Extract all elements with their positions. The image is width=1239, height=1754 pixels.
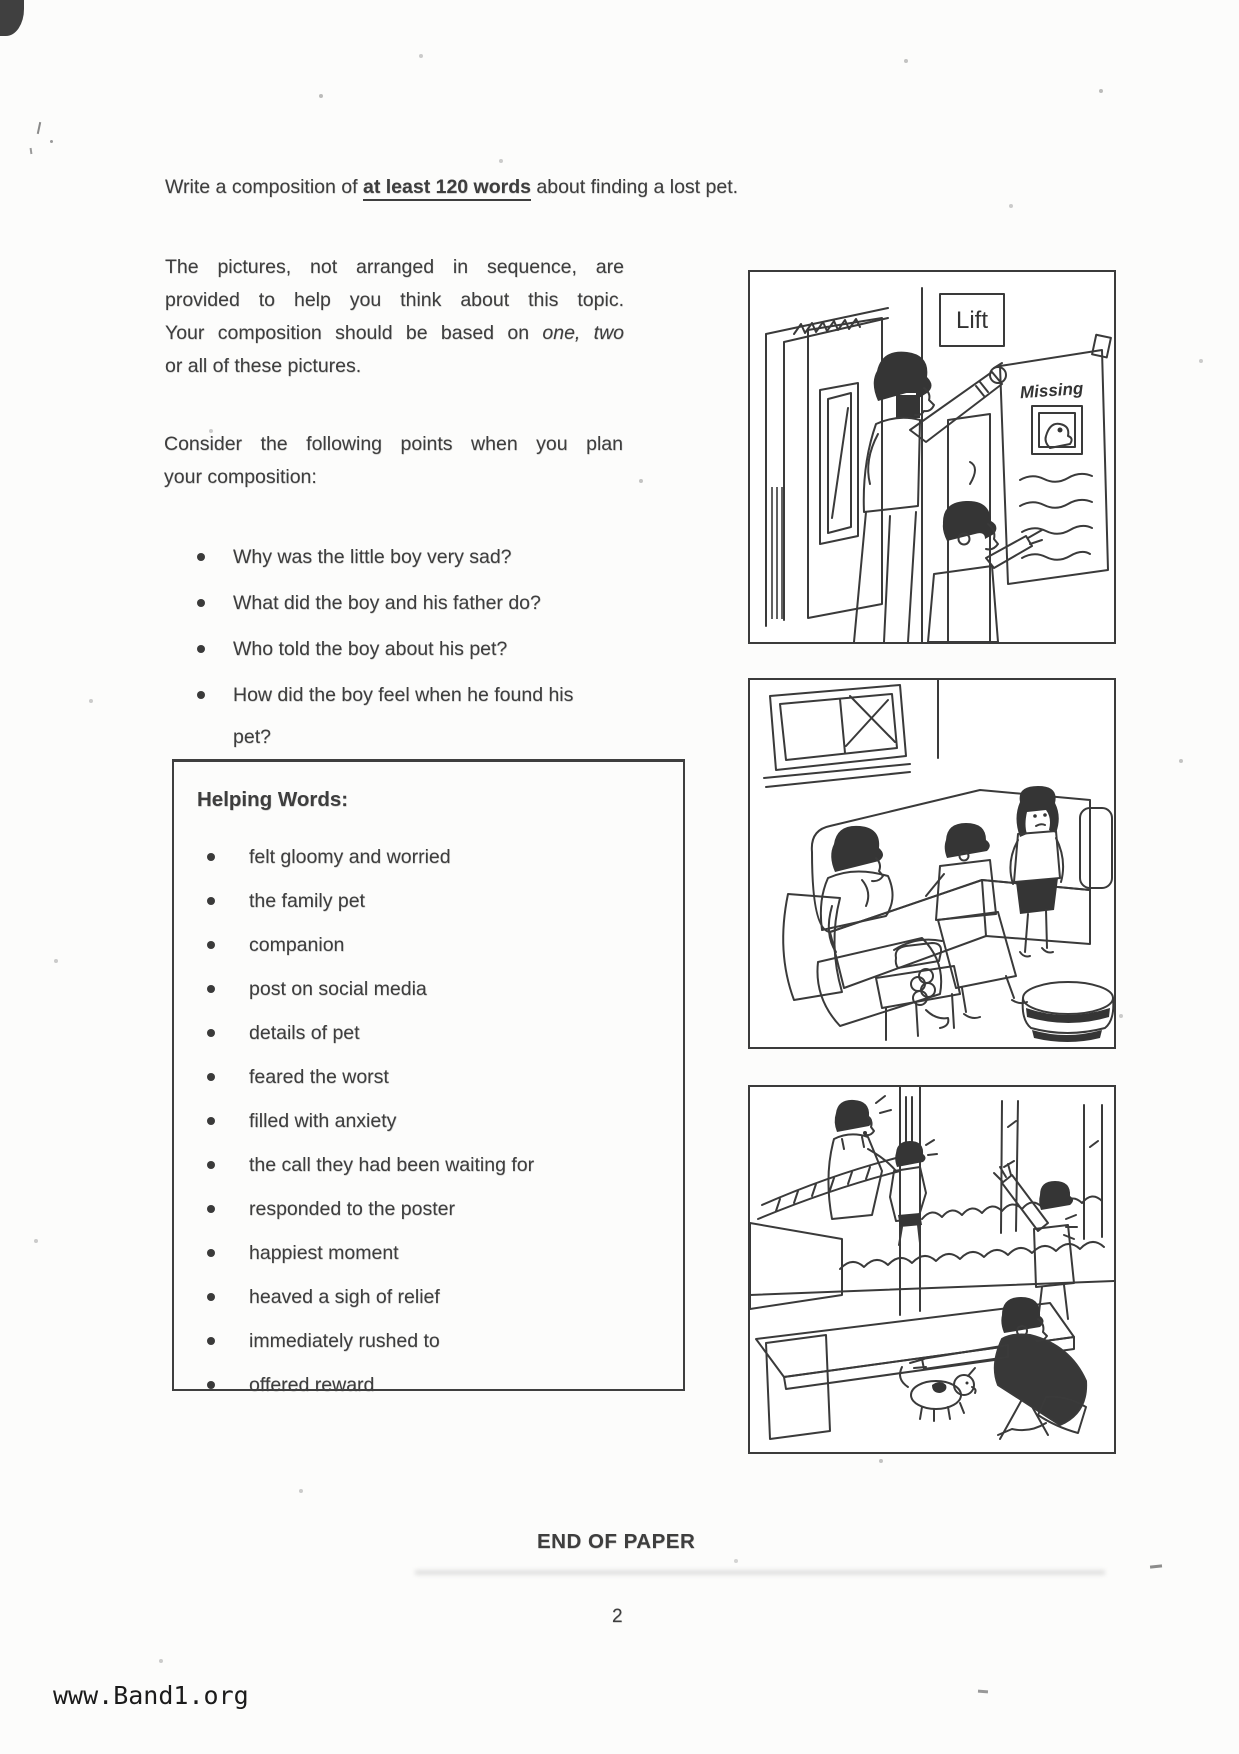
bullet-icon (197, 691, 205, 699)
lift-lobby-drawing (750, 272, 1114, 642)
site-watermark: www.Band1.org (53, 1681, 249, 1710)
helping-words-box (172, 759, 685, 1396)
helping-word-item: companion (207, 934, 683, 957)
bullet-icon (207, 985, 215, 993)
task-title (165, 176, 925, 199)
consider-line: Consider the following points when you plan (164, 433, 623, 455)
intro-line: Your composition should be based on one, two (165, 322, 624, 344)
found-dog-drawing (750, 1087, 1114, 1452)
intro-paragraph (165, 251, 624, 383)
consider-line: your composition: (164, 466, 317, 488)
question-item (197, 674, 667, 758)
intro-line: or all of these pictures. (165, 355, 362, 377)
bullet-icon (207, 1249, 215, 1257)
pen-mark (30, 148, 33, 154)
helping-words-heading: Helping Words: (197, 788, 349, 811)
helping-word-item: heaved a sigh of relief (207, 1286, 683, 1309)
bullet-icon (207, 1161, 215, 1169)
bullet-icon (207, 1337, 215, 1345)
scan-speckles (0, 0, 2, 2)
bullet-icon (207, 1117, 215, 1125)
pen-dash-mark (1150, 1564, 1162, 1568)
missing-poster-title: Missing (1019, 378, 1084, 403)
helping-word-item: immediately rushed to (207, 1330, 683, 1353)
task-title-underlined: at least 120 words (363, 176, 531, 201)
bullet-icon (207, 853, 215, 861)
end-of-paper-label: END OF PAPER (537, 1530, 696, 1553)
bullet-icon (207, 897, 215, 905)
helping-word-item: feared the worst (207, 1066, 683, 1089)
pen-mark (50, 140, 53, 143)
bullet-icon (197, 645, 205, 653)
question-item (197, 582, 667, 624)
helping-word-item: details of pet (207, 1022, 683, 1045)
bullet-icon (207, 1073, 215, 1081)
helping-word-item: filled with anxiety (207, 1110, 683, 1133)
task-title-prefix: Write a composition of (165, 176, 363, 198)
question-item (197, 628, 667, 670)
question-text: How did the boy feel when he found his pet? (233, 684, 574, 748)
bullet-icon (207, 941, 215, 949)
helping-word-item: post on social media (207, 978, 683, 1001)
illustration-panel-living-room (748, 678, 1116, 1049)
scan-corner-mark (0, 0, 24, 36)
bullet-icon (197, 599, 205, 607)
question-item (197, 536, 667, 578)
consider-block (164, 428, 623, 494)
question-text: What did the boy and his father do? (233, 592, 541, 614)
page-number: 2 (612, 1606, 623, 1627)
bullet-icon (207, 1205, 215, 1213)
helping-word-item: offered reward (207, 1374, 683, 1397)
helping-words-list (174, 846, 683, 1397)
lift-sign: Lift (955, 307, 989, 334)
helping-word-item: the family pet (207, 890, 683, 913)
illustration-panel-lift-lobby (748, 270, 1116, 644)
helping-word-item: felt gloomy and worried (207, 846, 683, 869)
pen-mark (37, 122, 41, 134)
helping-word-item: happiest moment (207, 1242, 683, 1265)
task-title-suffix: about finding a lost pet. (530, 176, 739, 198)
scan-smudge-line (415, 1570, 1105, 1575)
bullet-icon (207, 1029, 215, 1037)
intro-line: provided to help you think about this topic. (165, 289, 624, 311)
helping-word-item: responded to the poster (207, 1198, 683, 1221)
intro-line: The pictures, not arranged in sequence, are (165, 256, 624, 278)
illustration-panel-found-dog (748, 1085, 1116, 1454)
question-text: Why was the little boy very sad? (233, 546, 512, 568)
helping-word-item: the call they had been waiting for (207, 1154, 683, 1177)
pen-dash-mark (978, 1690, 988, 1693)
bullet-icon (207, 1293, 215, 1301)
planning-questions-list (197, 536, 667, 762)
question-text: Who told the boy about his pet? (233, 638, 508, 660)
bullet-icon (207, 1381, 215, 1389)
bullet-icon (197, 553, 205, 561)
living-room-drawing (750, 680, 1114, 1047)
